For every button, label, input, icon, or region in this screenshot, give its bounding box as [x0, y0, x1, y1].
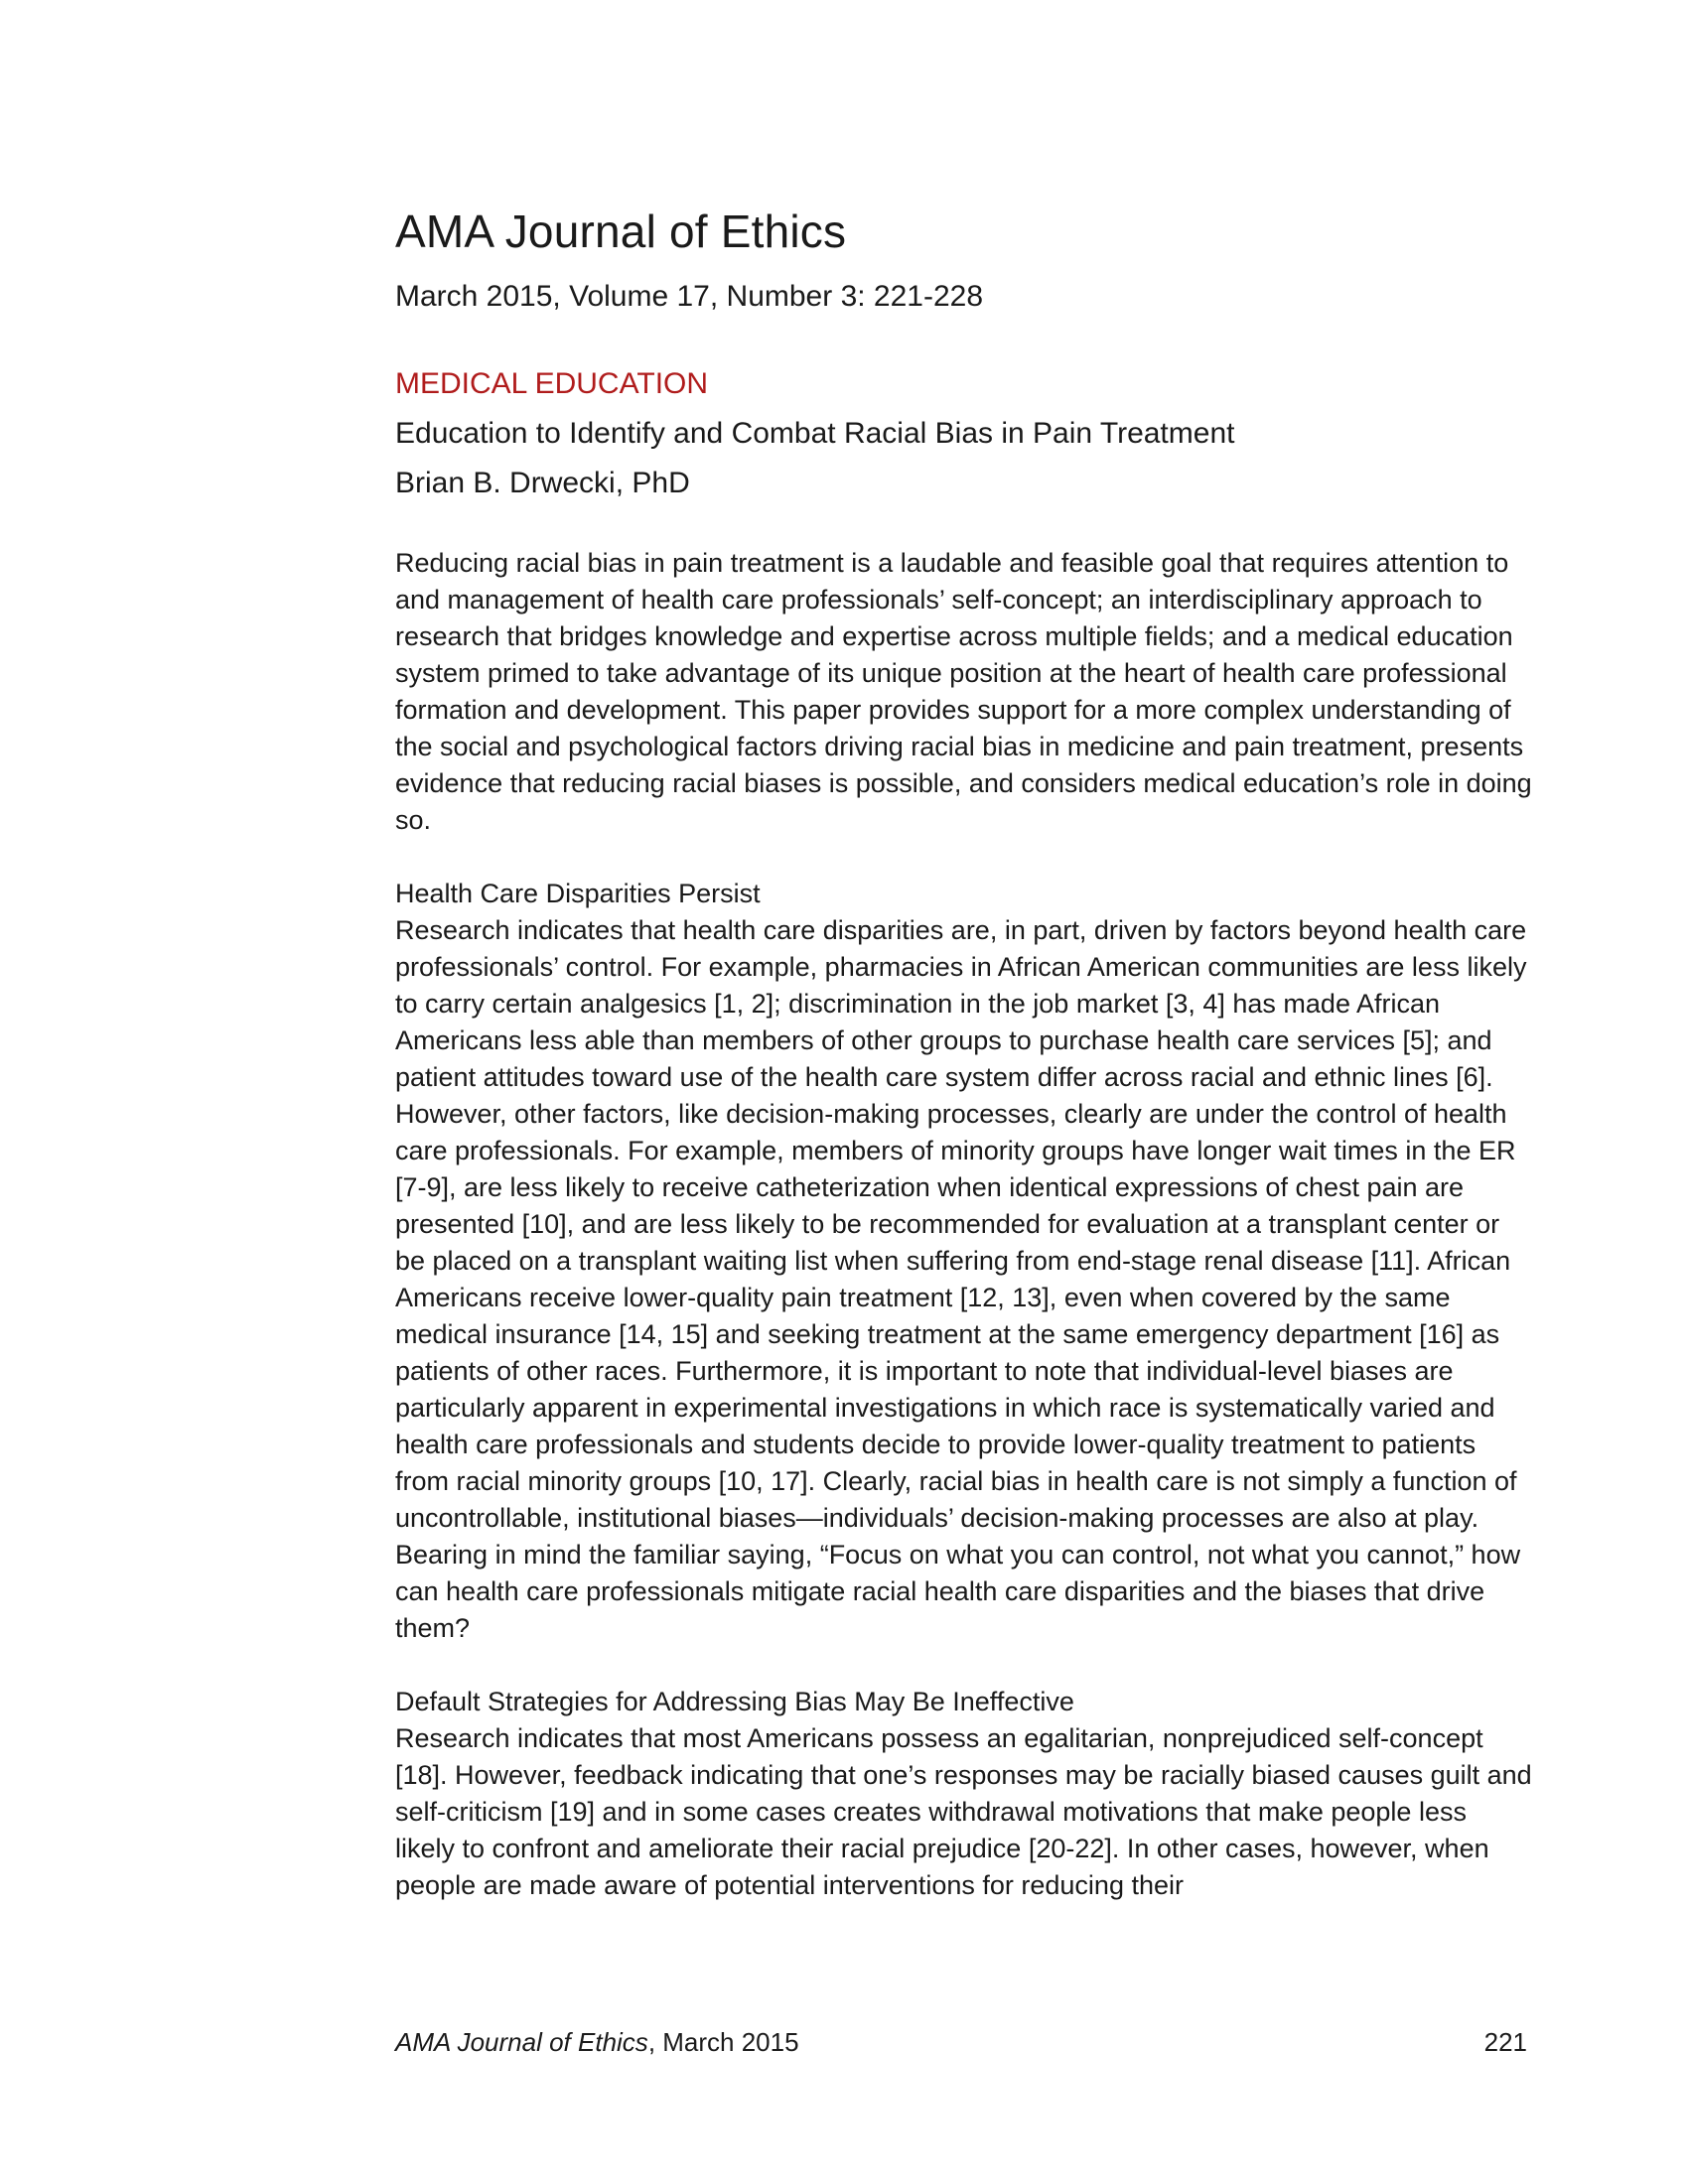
footer-journal-name: AMA Journal of Ethics: [395, 2027, 648, 2057]
page-content: [395, 204, 1532, 1904]
issue-line: March 2015, Volume 17, Number 3: 221-228: [395, 280, 984, 313]
section-body-default-strategies: Research indicates that most Americans possess an egalitarian, nonprejudiced self-concept [18]. However, feedback indicating that one’s responses may be racially biased causes guilt and self-criticism [19] and in some cases creates withdrawal motivations that make people less likely to confront and ameliorate their racial prejudice [20-22]. In other cases, however, when people are made aware of potential interventions for reducing their: [395, 1723, 1532, 1900]
section-heading-default-strategies: Default Strategies for Addressing Bias May Be Ineffective: [395, 1687, 1074, 1716]
page-number: 221: [1483, 2027, 1527, 2057]
section-body-disparities: Research indicates that health care disparities are, in part, driven by factors beyond health care professionals’ control. For example, pharmacies in African American communities are less likely to carry certain analgesics [1, 2]; discrimination in the job market [3, 4] has made African Americans less able than members of other groups to purchase health care services [5]; and patient attitudes toward use of the health care system differ across racial and ethnic lines [6]. However, other factors, like decision-making processes, clearly are under the control of health care professionals. For example, members of minority groups have longer wait times in the ER [7-9], are less likely to receive catheterization when identical expressions of chest pain are presented [10], and are less likely to be recommended for evaluation at a transplant center or be placed on a transplant waiting list when suffering from end-stage renal disease [11]. African Americans receive lower-quality pain treatment [12, 13], even when covered by the same medical insurance [14, 15] and seeking treatment at the same emergency department [16] as patients of other races. Furthermore, it is important to note that individual-level biases are particularly apparent in experimental investigations in which race is systematically varied and health care professionals and students decide to provide lower-quality treatment to patients from racial minority groups [10, 17]. Clearly, racial bias in health care is not simply a function of uncontrollable, institutional biases—individuals’ decision-making processes are also at play. Bearing in mind the familiar saying, “Focus on what you can control, not what you cannot,” how can health care professionals mitigate racial health care disparities and the biases that drive them?: [395, 915, 1527, 1643]
journal-title: AMA Journal of Ethics: [395, 205, 847, 257]
footer-citation: [395, 2025, 799, 2059]
author-name: Brian B. Drwecki, PhD: [395, 467, 690, 499]
section-heading-disparities: Health Care Disparities Persist: [395, 879, 761, 908]
article-title: Education to Identify and Combat Racial Bias in Pain Treatment: [395, 417, 1235, 450]
footer-date: , March 2015: [647, 2027, 799, 2057]
abstract-paragraph: Reducing racial bias in pain treatment is a laudable and feasible goal that requires attention to and management of health care professionals’ self-concept; an interdisciplinary approach to research that bridges knowledge and expertise across multiple fields; and a medical education system primed to take advantage of its unique position at the heart of health care professional formation and development. This paper provides support for a more complex understanding of the social and psychological factors driving racial bias in medicine and pain treatment, presents evidence that reducing racial biases is possible, and considers medical education’s role in doing so.: [395, 548, 1532, 835]
section-label: MEDICAL EDUCATION: [395, 367, 709, 400]
page-footer: [395, 2025, 1527, 2059]
